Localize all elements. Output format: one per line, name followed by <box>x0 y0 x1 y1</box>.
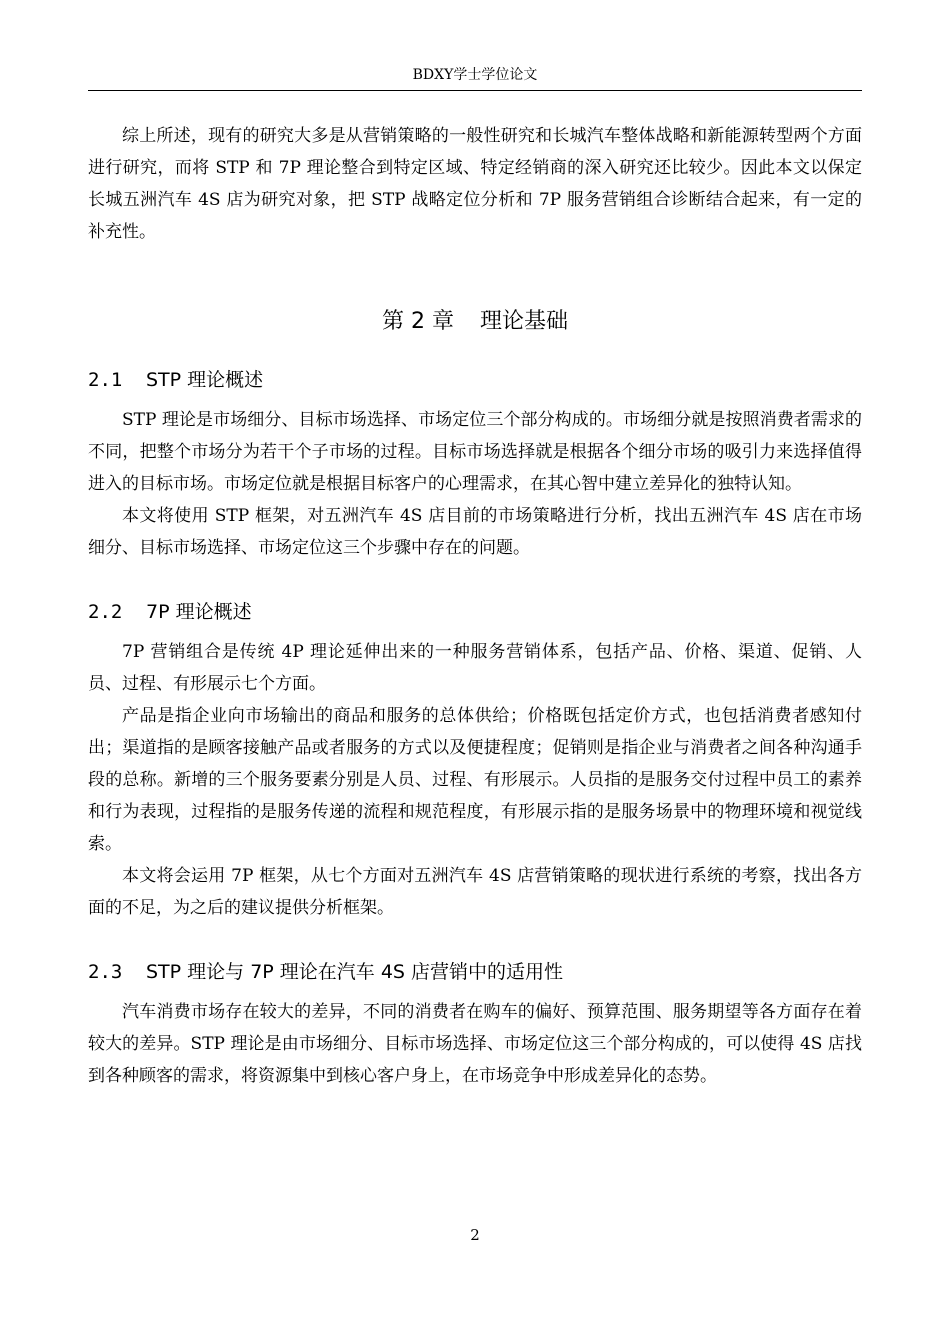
summary-paragraph: 综上所述，现有的研究大多是从营销策略的一般性研究和长城汽车整体战略和新能源转型两个方面进行研究，而将 STP 和 7P 理论整合到特定区域、特定经销商的深入研究还比较少。因此本文以保定长城五洲汽车 4S 店为研究对象，把 STP 战略定位分析和 7P 服务营销组合诊断结合起来，有一定的补充性。 <box>88 126 862 242</box>
chapter-heading <box>88 306 862 338</box>
section-number: 2.1 <box>88 369 123 391</box>
page-number: 2 <box>470 1226 480 1244</box>
header-divider <box>88 90 862 91</box>
body-paragraph: 7P 营销组合是传统 4P 理论延伸出来的一种服务营销体系，包括产品、价格、渠道、促销、人员、过程、有形展示七个方面。 <box>88 642 862 694</box>
page-body <box>88 120 862 1092</box>
body-paragraph: STP 理论是市场细分、目标市场选择、市场定位三个部分构成的。市场细分就是按照消费者需求的不同，把整个市场分为若干个子市场的过程。目标市场选择就是根据各个细分市场的吸引力来选择值得进入的目标市场。市场定位就是根据目标客户的心理需求，在其心智中建立差异化的独特认知。 <box>88 410 862 494</box>
section-title: STP 理论概述 <box>146 369 264 391</box>
body-paragraph: 汽车消费市场存在较大的差异，不同的消费者在购车的偏好、预算范围、服务期望等各方面存在着较大的差异。STP 理论是由市场细分、目标市场选择、市场定位这三个部分构成的，可以使得 4S 店找到各种顾客的需求，将资源集中到核心客户身上，在市场竞争中形成差异化的态势。 <box>88 1002 862 1086</box>
chapter-title: 理论基础 <box>479 309 568 334</box>
section-2-2 <box>88 597 862 924</box>
body-paragraph: 本文将使用 STP 框架，对五洲汽车 4S 店目前的市场策略进行分析，找出五洲汽车 4S 店在市场细分、目标市场选择、市场定位这三个步骤中存在的问题。 <box>88 506 862 558</box>
chapter-number: 第 2 章 <box>382 309 454 334</box>
section-heading <box>88 365 862 395</box>
section-2-3 <box>88 957 862 1092</box>
section-heading <box>88 957 862 987</box>
body-paragraph: 产品是指企业向市场输出的商品和服务的总体供给；价格既包括定价方式，也包括消费者感知付出；渠道指的是顾客接触产品或者服务的方式以及便捷程度；促销则是指企业与消费者之间各种沟通手段的总称。新增的三个服务要素分别是人员、过程、有形展示。人员指的是服务交付过程中员工的素养和行为表现，过程指的是服务传递的流程和规范程度，有形展示指的是服务场景中的物理环境和视觉线索。 <box>88 706 862 854</box>
section-number: 2.2 <box>88 601 123 623</box>
section-number: 2.3 <box>88 961 123 983</box>
section-title: STP 理论与 7P 理论在汽车 4S 店营销中的适用性 <box>146 961 564 983</box>
section-title: 7P 理论概述 <box>146 601 252 623</box>
body-paragraph: 本文将会运用 7P 框架，从七个方面对五洲汽车 4S 店营销策略的现状进行系统的考察，找出各方面的不足，为之后的建议提供分析框架。 <box>88 866 862 918</box>
section-2-1 <box>88 365 862 564</box>
running-header: BDXY学士学位论文 <box>412 67 538 83</box>
section-heading <box>88 597 862 627</box>
